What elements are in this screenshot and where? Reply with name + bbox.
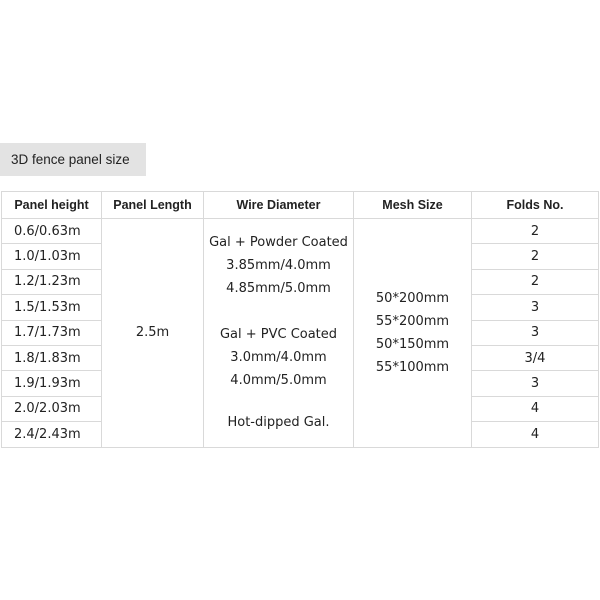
folds-cell: 4 xyxy=(472,422,599,447)
folds-cell: 3/4 xyxy=(472,345,599,370)
mesh-size-4: 55*100mm xyxy=(375,359,450,375)
section-title: 3D fence panel size xyxy=(0,143,146,176)
spacer xyxy=(204,300,353,323)
wire-hot-dipped: Hot-dipped Gal. xyxy=(227,415,330,431)
header-row xyxy=(2,192,599,219)
panel-height-cell: 1.5/1.53m xyxy=(2,295,102,320)
folds-cell: 3 xyxy=(472,295,599,320)
wire-pvc-coated: Gal + PVC Coated xyxy=(219,327,338,343)
folds-cell: 4 xyxy=(472,396,599,421)
folds-cell: 3 xyxy=(472,371,599,396)
panel-height-cell: 2.4/2.43m xyxy=(2,422,102,447)
panel-height-cell: 1.0/1.03m xyxy=(2,244,102,269)
folds-cell: 2 xyxy=(472,219,599,244)
header-panel-length: Panel Length xyxy=(102,192,204,219)
mesh-size-1: 50*200mm xyxy=(375,290,450,306)
fence-panel-size-table xyxy=(1,191,599,448)
mesh-size-2: 55*200mm xyxy=(375,313,450,329)
folds-cell: 2 xyxy=(472,269,599,294)
header-panel-height: Panel height xyxy=(2,192,102,219)
panel-height-cell: 0.6/0.63m xyxy=(2,219,102,244)
table-row xyxy=(2,219,599,244)
header-folds-no: Folds No. xyxy=(472,192,599,219)
panel-height-cell: 1.8/1.83m xyxy=(2,345,102,370)
folds-cell: 3 xyxy=(472,320,599,345)
spacer xyxy=(204,392,353,411)
header-wire-diameter: Wire Diameter xyxy=(204,192,354,219)
panel-length-cell: 2.5m xyxy=(102,219,204,448)
mesh-size-cell xyxy=(354,219,472,448)
wire-pvc-size-1: 3.0mm/4.0mm xyxy=(230,350,327,366)
panel-height-cell: 1.9/1.93m xyxy=(2,371,102,396)
mesh-size-3: 50*150mm xyxy=(375,336,450,352)
wire-diameter-cell xyxy=(204,219,354,448)
panel-height-cell: 2.0/2.03m xyxy=(2,396,102,421)
wire-powder-size-1: 3.85mm/4.0mm xyxy=(226,258,331,274)
wire-powder-size-2: 4.85mm/5.0mm xyxy=(226,281,331,297)
header-mesh-size: Mesh Size xyxy=(354,192,472,219)
panel-height-cell: 1.7/1.73m xyxy=(2,320,102,345)
folds-cell: 2 xyxy=(472,244,599,269)
wire-pvc-size-2: 4.0mm/5.0mm xyxy=(230,373,327,389)
wire-powder-coated: Gal + Powder Coated xyxy=(209,235,348,251)
panel-height-cell: 1.2/1.23m xyxy=(2,269,102,294)
